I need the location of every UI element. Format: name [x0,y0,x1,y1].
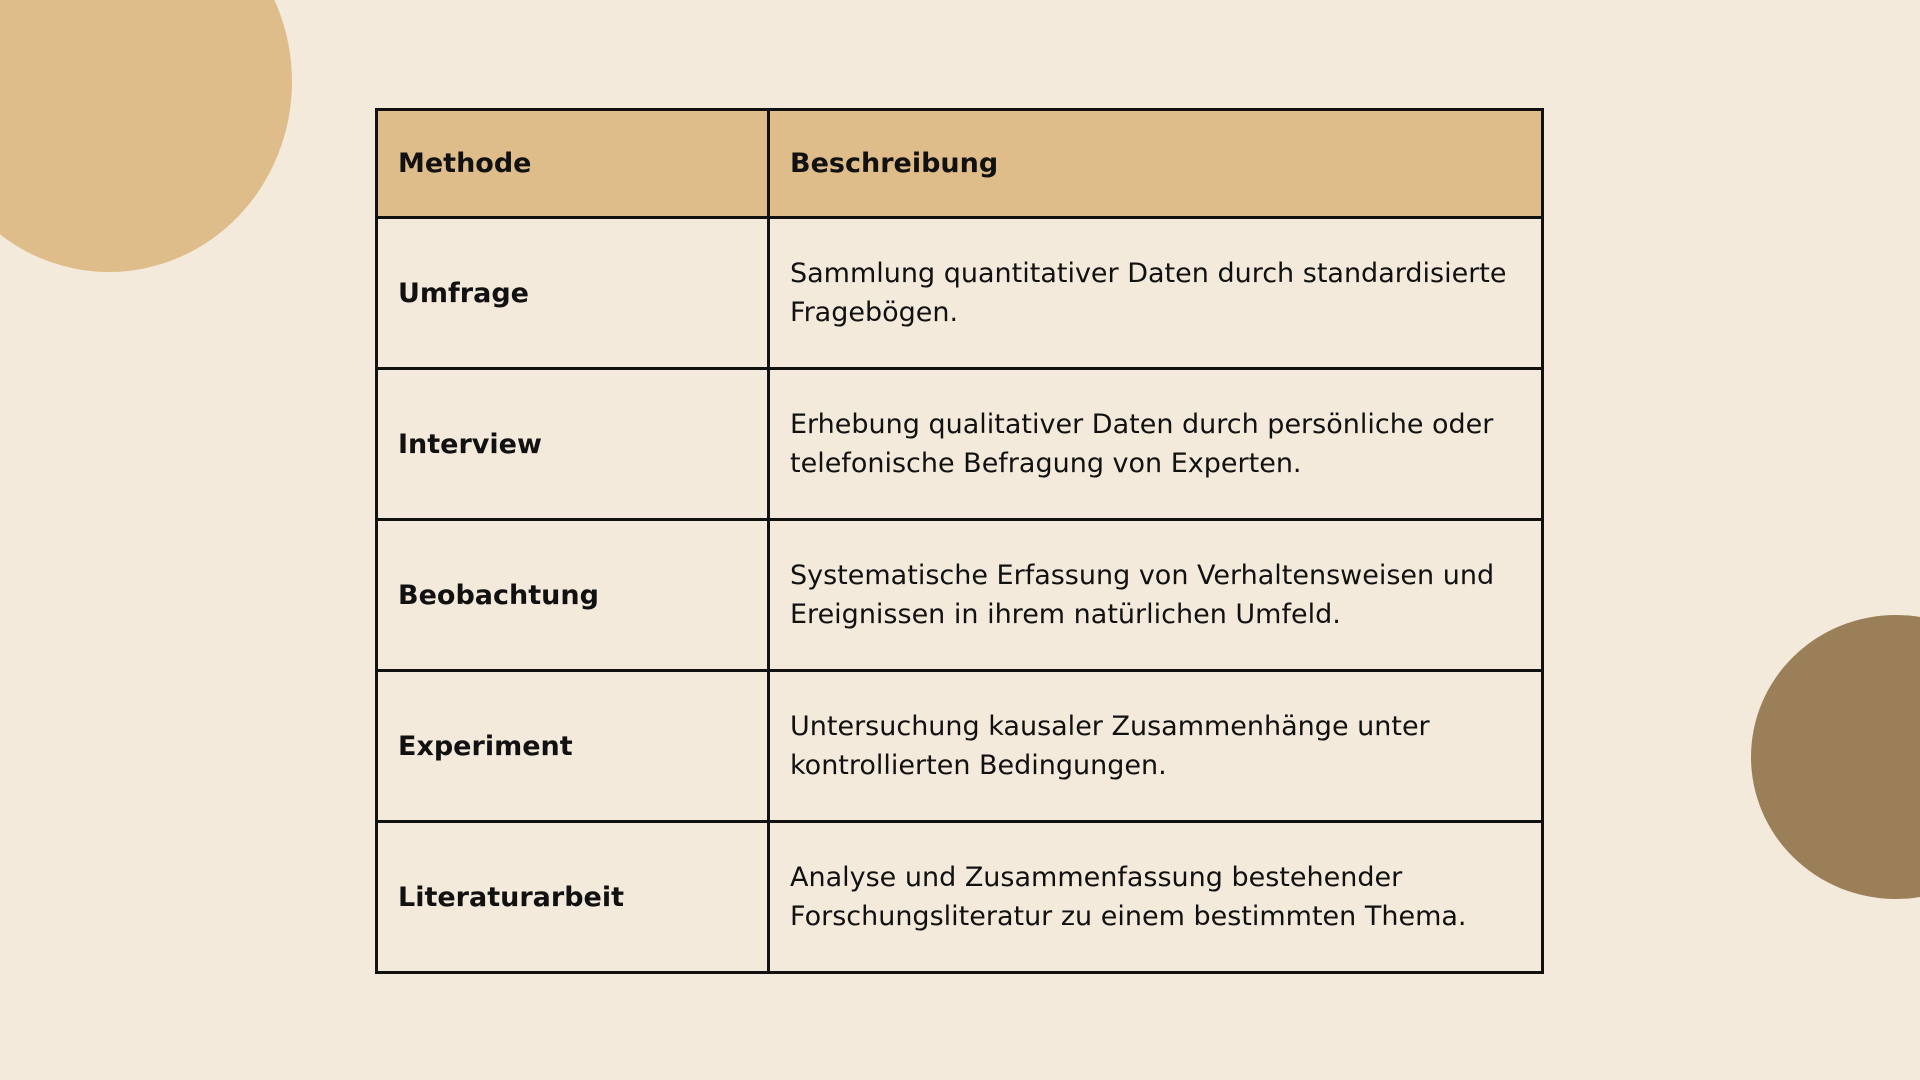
description-cell: Sammlung quantitativer Daten durch standardisierte Fragebögen. [769,218,1543,369]
header-description: Beschreibung [769,110,1543,218]
method-cell: Beobachtung [377,520,769,671]
methods-table [375,108,1544,974]
table-row [377,520,1543,671]
method-cell: Literaturarbeit [377,822,769,973]
method-cell: Interview [377,369,769,520]
description-cell: Erhebung qualitativer Daten durch persönliche oder telefonische Befragung von Experten. [769,369,1543,520]
description-cell: Systematische Erfassung von Verhaltensweisen und Ereignissen in ihrem natürlichen Umfeld. [769,520,1543,671]
table-header-row [377,110,1543,218]
header-method: Methode [377,110,769,218]
table-row [377,822,1543,973]
description-cell: Analyse und Zusammenfassung bestehender Forschungsliteratur zu einem bestimmten Thema. [769,822,1543,973]
description-cell: Untersuchung kausaler Zusammenhänge unter kontrollierten Bedingungen. [769,671,1543,822]
method-cell: Experiment [377,671,769,822]
decorative-circle-right [1751,615,1920,899]
method-cell: Umfrage [377,218,769,369]
table-row [377,218,1543,369]
methods-table-container [375,108,1544,971]
decorative-circle-top-left [0,0,292,272]
table-row [377,671,1543,822]
table-row [377,369,1543,520]
